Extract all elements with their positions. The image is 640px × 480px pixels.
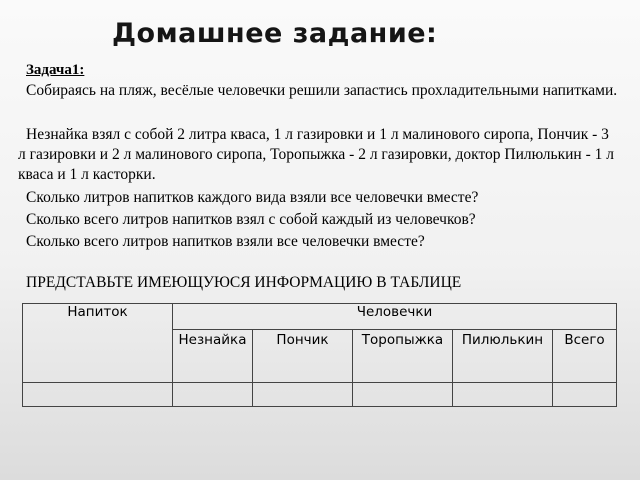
question-2: Сколько всего литров напитков взял с собой каждый из человечков? (26, 211, 476, 228)
column-header-total: Всего (553, 330, 617, 383)
people-header-cell (173, 304, 617, 330)
empty-cell[interactable] (353, 382, 453, 406)
page-title: Домашнее задание: (112, 18, 438, 49)
task-paragraph-details: Незнайка взял с собой 2 литра кваса, 1 л газировки и 1 л малинового сиропа, Пончик - 3 л газировки и 2 л малинового сиропа, Торопыжка - 2 л газировки, доктор Пилюлькин - 1 л кваса и 1 л касторки. (18, 126, 615, 183)
question-1: Сколько литров напитков каждого вида взяли все человечки вместе? (26, 189, 479, 206)
column-header-toropyzhka: Торопыжка (353, 330, 453, 383)
drinks-table (22, 303, 617, 407)
people-header: Человечки (356, 304, 433, 320)
task-paragraph-intro: Собираясь на пляж, весёлые человечки решили запастись прохладительными напитками. (26, 82, 618, 99)
task-label: Задача1: (26, 62, 85, 78)
column-header-ponchik: Пончик (253, 330, 353, 383)
drink-header-cell (23, 304, 173, 383)
empty-cell[interactable] (253, 382, 353, 406)
empty-cell[interactable] (173, 382, 253, 406)
empty-cell[interactable] (553, 382, 617, 406)
column-header-neznaika: Незнайка (173, 330, 253, 383)
empty-cell[interactable] (453, 382, 553, 406)
question-3: Сколько всего литров напитков взяли все человечки вместе? (26, 233, 425, 250)
column-header-pilyulkin: Пилюлькин (453, 330, 553, 383)
instruction-text: ПРЕДСТАВЬТЕ ИМЕЮЩУЮСЯ ИНФОРМАЦИЮ В ТАБЛИЦЕ (26, 274, 462, 291)
drink-header: Напиток (67, 304, 128, 320)
empty-cell[interactable] (23, 382, 173, 406)
